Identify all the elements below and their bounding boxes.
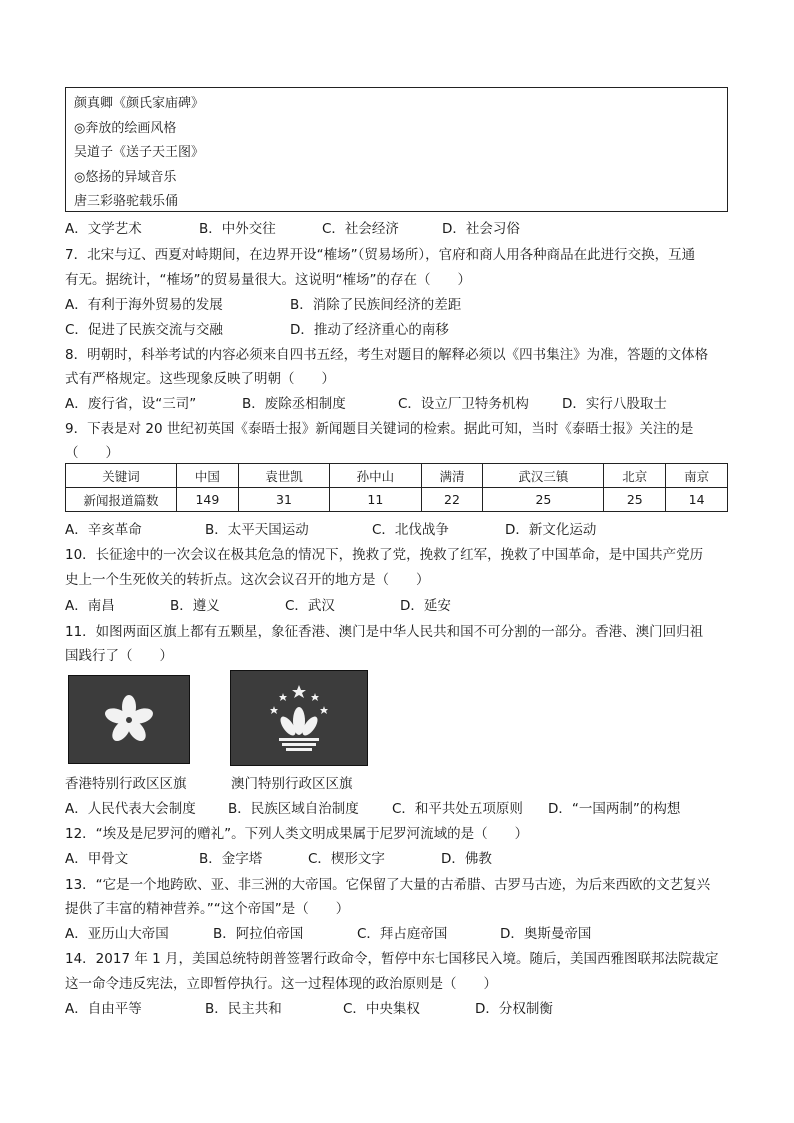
- q12-option-c[interactable]: C．楔形文字: [308, 851, 385, 867]
- q10-stem-cont: 史上一个生死攸关的转折点。这次会议召开的地方是（ ）: [65, 572, 430, 588]
- q9-stem-cont: （ ）: [65, 445, 119, 461]
- q11-option-c[interactable]: C．和平共处五项原则: [392, 801, 523, 817]
- table-cell: 25: [483, 488, 604, 512]
- q9-option-b[interactable]: B．太平天国运动: [205, 522, 309, 538]
- q14-option-b[interactable]: B．民主共和: [205, 1001, 282, 1017]
- q14-stem-cont: 这一命令违反宪法，立即暂停执行。这一过程体现的政治原则是（ ）: [65, 976, 497, 992]
- table-header-cell: 孙中山: [330, 464, 421, 488]
- q6-option-c[interactable]: C．社会经济: [322, 221, 399, 237]
- q8-option-b[interactable]: B．废除丞相制度: [242, 396, 346, 412]
- box-line: 吴道子《送子天王图》: [74, 145, 205, 160]
- table-cell: 14: [666, 488, 728, 512]
- q11-option-a[interactable]: A．人民代表大会制度: [65, 801, 196, 817]
- q12-stem: 12．“埃及是尼罗河的赠礼”。下列人类文明成果属于尼罗河流域的是（ ）: [65, 826, 529, 842]
- q9-stem: 9．下表是对 20 世纪初英国《泰晤士报》新闻题目关键词的检索。据此可知，当时《泰晤士报》关注的是: [65, 421, 694, 437]
- q6-option-d[interactable]: D．社会习俗: [442, 221, 520, 237]
- q10-option-d[interactable]: D．延安: [400, 598, 451, 614]
- q7-stem: 7．北宋与辽、西夏对峙期间，在边界开设“榷场”（贸易场所），官府和商人用各种商品在此进行交换，互通: [65, 247, 696, 263]
- q10-stem: 10．长征途中的一次会议在极其危急的情况下，挽救了党，挽救了红军，挽救了中国革命，是中国共产党历: [65, 547, 704, 563]
- q14-option-a[interactable]: A．自由平等: [65, 1001, 142, 1017]
- box-line: ◎奔放的绘画风格: [74, 121, 177, 136]
- material-box: [65, 87, 728, 212]
- hong-kong-flag: [68, 675, 190, 764]
- q14-stem: 14．2017 年 1 月，美国总统特朗普签署行政命令，暂停中东七国移民入境。随后，美国西雅图联邦法院裁定: [65, 951, 719, 967]
- q6-option-a[interactable]: A．文学艺术: [65, 221, 142, 237]
- q11-stem-cont: 国践行了（ ）: [65, 648, 173, 664]
- q13-option-c[interactable]: C．拜占庭帝国: [357, 926, 448, 942]
- q13-stem-cont: 提供了丰富的精神营养。”“这个帝国”是（ ）: [65, 901, 350, 917]
- q9-option-d[interactable]: D．新文化运动: [505, 522, 597, 538]
- q13-stem: 13．“它是一个地跨欧、亚、非三洲的大帝国。它保留了大量的古希腊、古罗马古迹，为后来西欧的文艺复兴: [65, 877, 711, 893]
- q10-option-b[interactable]: B．遵义: [170, 598, 220, 614]
- q8-option-a[interactable]: A．废行省，设“三司”: [65, 396, 197, 412]
- q14-option-c[interactable]: C．中央集权: [343, 1001, 420, 1017]
- table-cell: 25: [604, 488, 666, 512]
- q12-option-d[interactable]: D．佛教: [441, 851, 492, 867]
- q8-option-d[interactable]: D．实行八股取士: [562, 396, 667, 412]
- table-header-cell: 武汉三镇: [483, 464, 604, 488]
- q7-option-c[interactable]: C．促进了民族交流与交融: [65, 322, 223, 338]
- q12-option-b[interactable]: B．金字塔: [199, 851, 263, 867]
- table-cell: 新闻报道篇数: [66, 488, 177, 512]
- q13-option-a[interactable]: A．亚历山大帝国: [65, 926, 169, 942]
- q13-option-d[interactable]: D．奥斯曼帝国: [500, 926, 592, 942]
- box-line: 唐三彩骆驼载乐俑: [74, 194, 179, 209]
- table-header-cell: 南京: [666, 464, 728, 488]
- q7-option-a[interactable]: A．有利于海外贸易的发展: [65, 297, 223, 313]
- q11-option-b[interactable]: B．民族区域自治制度: [228, 801, 359, 817]
- hk-flag-caption: 香港特别行政区区旗: [65, 776, 187, 792]
- q8-stem-cont: 式有严格规定。这些现象反映了明朝（ ）: [65, 371, 335, 387]
- q11-option-d[interactable]: D．“一国两制”的构想: [548, 801, 681, 817]
- table-row: [66, 488, 728, 512]
- box-line: 颜真卿《颜氏家庙碑》: [74, 96, 205, 111]
- q8-stem: 8．明朝时，科举考试的内容必须来自四书五经，考生对题目的解释必须以《四书集注》为准，答题的文体格: [65, 347, 709, 363]
- q11-stem: 11．如图两面区旗上都有五颗星，象征香港、澳门是中华人民共和国不可分割的一部分。香港、澳门回归祖: [65, 624, 704, 640]
- q7-stem-cont: 有无。据统计，“榷场”的贸易量很大。这说明“榷场”的存在（ ）: [65, 272, 471, 288]
- macau-flag-caption: 澳门特别行政区区旗: [231, 776, 353, 792]
- table-header-cell: 关键词: [66, 464, 177, 488]
- q14-option-d[interactable]: D．分权制衡: [475, 1001, 553, 1017]
- keyword-table: [65, 463, 728, 512]
- table-header-cell: 中国: [177, 464, 239, 488]
- lotus-icon: [231, 671, 367, 765]
- macau-flag: [230, 670, 368, 766]
- q7-option-d[interactable]: D．推动了经济重心的南移: [290, 322, 449, 338]
- table-header-cell: 满清: [421, 464, 483, 488]
- q9-option-a[interactable]: A．辛亥革命: [65, 522, 142, 538]
- table-cell: 22: [421, 488, 483, 512]
- box-line: ◎悠扬的异域音乐: [74, 170, 177, 185]
- q7-option-b[interactable]: B．消除了民族间经济的差距: [290, 297, 462, 313]
- q12-option-a[interactable]: A．甲骨文: [65, 851, 129, 867]
- q10-option-c[interactable]: C．武汉: [285, 598, 335, 614]
- q8-option-c[interactable]: C．设立厂卫特务机构: [398, 396, 529, 412]
- bauhinia-icon: [69, 676, 189, 763]
- table-header-cell: 北京: [604, 464, 666, 488]
- table-header-cell: 袁世凯: [238, 464, 329, 488]
- table-cell: 149: [177, 488, 239, 512]
- q6-option-b[interactable]: B．中外交往: [199, 221, 276, 237]
- table-cell: 31: [238, 488, 329, 512]
- table-row: [66, 464, 728, 488]
- q9-option-c[interactable]: C．北伐战争: [372, 522, 449, 538]
- q13-option-b[interactable]: B．阿拉伯帝国: [213, 926, 304, 942]
- table-cell: 11: [330, 488, 421, 512]
- q10-option-a[interactable]: A．南昌: [65, 598, 115, 614]
